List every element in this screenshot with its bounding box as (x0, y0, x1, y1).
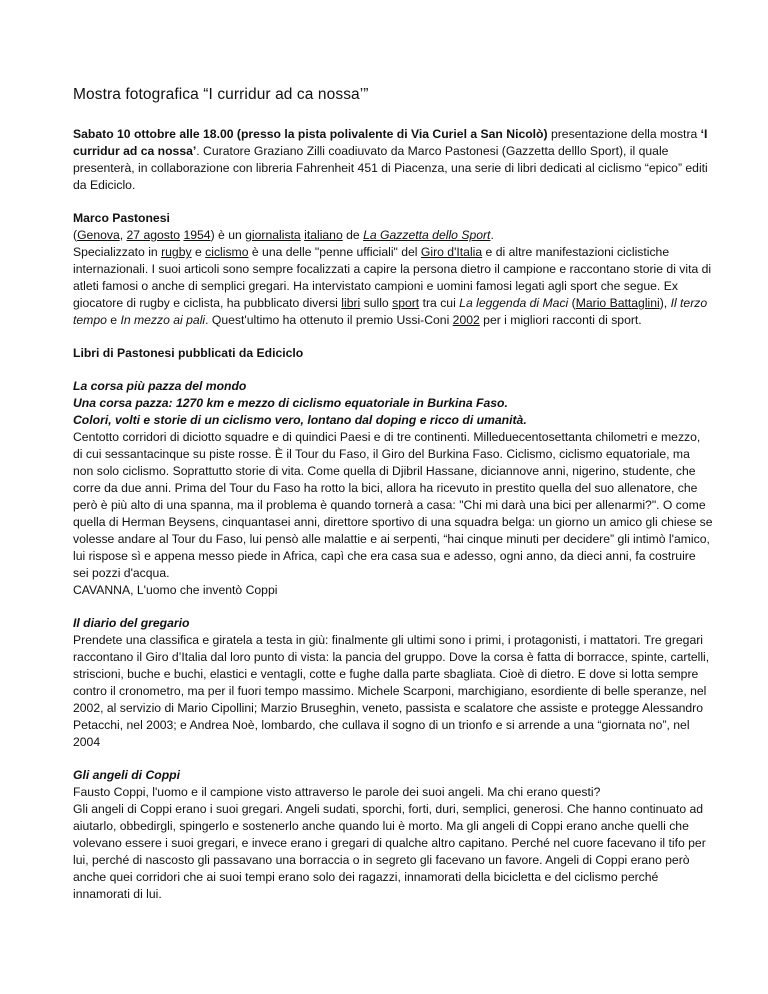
event-date-location: Sabato 10 ottobre alle 18.00 (presso la pista polivalente di Via Curiel a San Nicolò) (73, 127, 548, 141)
link-mario-battaglini[interactable]: Mario Battaglini (575, 296, 660, 310)
intro-paragraph (73, 126, 713, 194)
link-ciclismo[interactable]: ciclismo (205, 245, 249, 259)
document-page (73, 86, 713, 919)
link-gazzetta[interactable]: La Gazzetta dello Sport (363, 228, 491, 242)
link-date[interactable]: 27 agosto (126, 228, 181, 242)
book-subtitle: Una corsa pazza: 1270 km e mezzo di ciclismo equatoriale in Burkina Faso. (73, 396, 508, 410)
link-year-1954[interactable]: 1954 (183, 228, 211, 242)
book-title: La corsa più pazza del mondo (73, 379, 247, 393)
book-description: Prendete una classifica e giratela a testa in giù: finalmente gli ultimi sono i primi, i protagonisti, i mattatori. Tre gregari raccontano il Giro d’Italia dal loro punto di vista: la pancia del gruppo. Dove la corsa è fatta di borracce, spinte, cartelli, striscioni, buche e buchi, elastici e ventagli, cotte e fughe dalla parte sbagliata. Cioè di dietro. E dove si lotta sempre contro il cronometro, ma per il fuori tempo massimo. Michele Scarponi, marchigiano, esordiente di belle speranze, nel 2002, al servizio di Mario Cipollini; Marzio Bruseghin, veneto, passista e scalatore che assiste e protegge Alessandro Petacchi, nel 2003; e Andrea Noè, lombardo, che cullava il sogno di un trionfo e si arrende a una “giornata no”, nel 2004 (73, 633, 710, 749)
exhibition-name: ‘I curridur ad ca nossa’ (73, 127, 708, 158)
page-title: Mostra fotografica “I curridur ad ca nossa’” (73, 86, 369, 103)
link-sport[interactable]: sport (392, 296, 420, 310)
bio-text: de (342, 228, 364, 242)
bio-text: tra cui (419, 296, 460, 310)
book-description: Centotto corridori di diciotto squadre e di quindici Paesi e di tre continenti. Milleduecentosettanta chilometri e mezzo, di cui sessantacinque su piste rosse. È il Tour du Faso, il Giro del Burkina Faso. Ciclismo, ciclismo equatoriale, ma non solo ciclismo. Soprattutto storie di vita. Come quella di Djibril Hassane, diciannove anni, nigerino, studente, che corre da due anni. Prima del Tour du Faso ha rotto la bici, allora ha ricevuto in prestito quella del suo allenatore, che però è più alto di una spanna, ma il problema è quando tornerà a casa: "Chi mi darà una bici per allenarmi?". O come quella di Herman Beysens, cinquantasei anni, direttore sportivo di una squadra belga: un giorno un amico gli chiese se volesse andare al Tour du Faso, lui pensò alle malattie e ai serpenti, “hai cinque minuti per decidere” gli intimò l'amico, lui rispose sì e appena messo piede in Africa, capì che era casa sua e adesso, ogni anno, da dieci anni, fa costruire sei pozzi d'acqua. (73, 430, 713, 580)
book-extra-line: CAVANNA, L'uomo che inventò Coppi (73, 583, 278, 597)
book-section-corsa-pazza (73, 378, 713, 599)
book-description-intro: Fausto Coppi, l'uomo e il campione visto attraverso le parole dei suoi angeli. Ma chi erano questi? (73, 785, 601, 799)
bio-text: sullo (360, 296, 393, 310)
bio-text: ( (73, 228, 78, 242)
bio-text: . (490, 228, 494, 242)
bio-text: ) è un (210, 228, 246, 242)
link-giornalista[interactable]: giornalista (245, 228, 301, 242)
bio-text: . Quest'ultimo ha ottenuto il premio Ussi-Coni (205, 313, 453, 327)
bio-text: ), (659, 296, 671, 310)
link-year-2002[interactable]: 2002 (452, 313, 480, 327)
bio-text: è una delle "penne ufficiali" del (248, 245, 421, 259)
bio-text: e (106, 313, 121, 327)
link-rugby[interactable]: rugby (161, 245, 192, 259)
book-description: Gli angeli di Coppi erano i suoi gregari. Angeli sudati, sporchi, forti, duri, semplici, generosi. Che hanno continuato ad aiutarlo, obbedirgli, spingerlo e sostenerlo anche quando lui è morto. Ma gli angeli di Coppi erano anche quelli che volevano essere i suoi gregari, e invece erano i gregari di qualche altro capitano. Perché nel cuore facevano il tifo per lui, perché di nascosto gli passavano una borraccia o in segreto gli facevano un favore. Angeli di Coppi erano però anche quei corridori che ai suoi tempi erano solo dei ragazzi, innamorati della bicicletta e del ciclismo perché innamorati di lui. (73, 802, 706, 901)
link-giro[interactable]: Giro d'Italia (420, 245, 483, 259)
bio-text: e (191, 245, 206, 259)
bio-paragraph (73, 210, 713, 329)
book-subtitle: Colori, volti e storie di un ciclismo vero, lontano dal doping e ricco di umanità. (73, 413, 527, 427)
link-libri[interactable]: libri (341, 296, 361, 310)
books-heading: Libri di Pastonesi pubblicati da Ediciclo (73, 346, 304, 360)
intro-text: presentazione della mostra (547, 127, 701, 141)
intro-text-2: . Curatore Graziano Zilli coadiuvato da Marco Pastonesi (Gazzetta delllo Sport), il quale presenterà, in collaborazione con libreria Fahrenheit 451 di Piacenza, una serie di libri dedicati al ciclismo “epico” editi da Ediciclo. (73, 144, 708, 192)
bio-text: per i migliori racconti di sport. (479, 313, 642, 327)
book-title: Gli angeli di Coppi (73, 768, 180, 782)
bio-text: Specializzato in (73, 245, 162, 259)
book-title: Il diario del gregario (73, 616, 190, 630)
link-italiano[interactable]: italiano (304, 228, 343, 242)
bio-text: , (119, 228, 127, 242)
book-section-diario-gregario (73, 615, 713, 751)
book-title-maci: La leggenda di Maci (459, 296, 569, 310)
book-section-angeli-coppi (73, 767, 713, 903)
book-title-terzo-tempo: Il terzo tempo (73, 296, 708, 327)
bio-text: ( (568, 296, 576, 310)
link-genova[interactable]: Genova (77, 228, 120, 242)
book-title-mezzo-pali: In mezzo ai pali (120, 313, 206, 327)
bio-text: e di altre manifestazioni ciclistiche internazionali. I suoi articoli sono sempre focalizzati a capire la persona dietro il campione e raccontano storie di vita di atleti famosi o anche di semplici gregari. Ha intervistato campioni e uomini famosi legati agli sport che segue. Ex giocatore di rugby e ciclista, ha pubblicato diversi (73, 245, 712, 310)
bio-heading: Marco Pastonesi (73, 211, 170, 225)
